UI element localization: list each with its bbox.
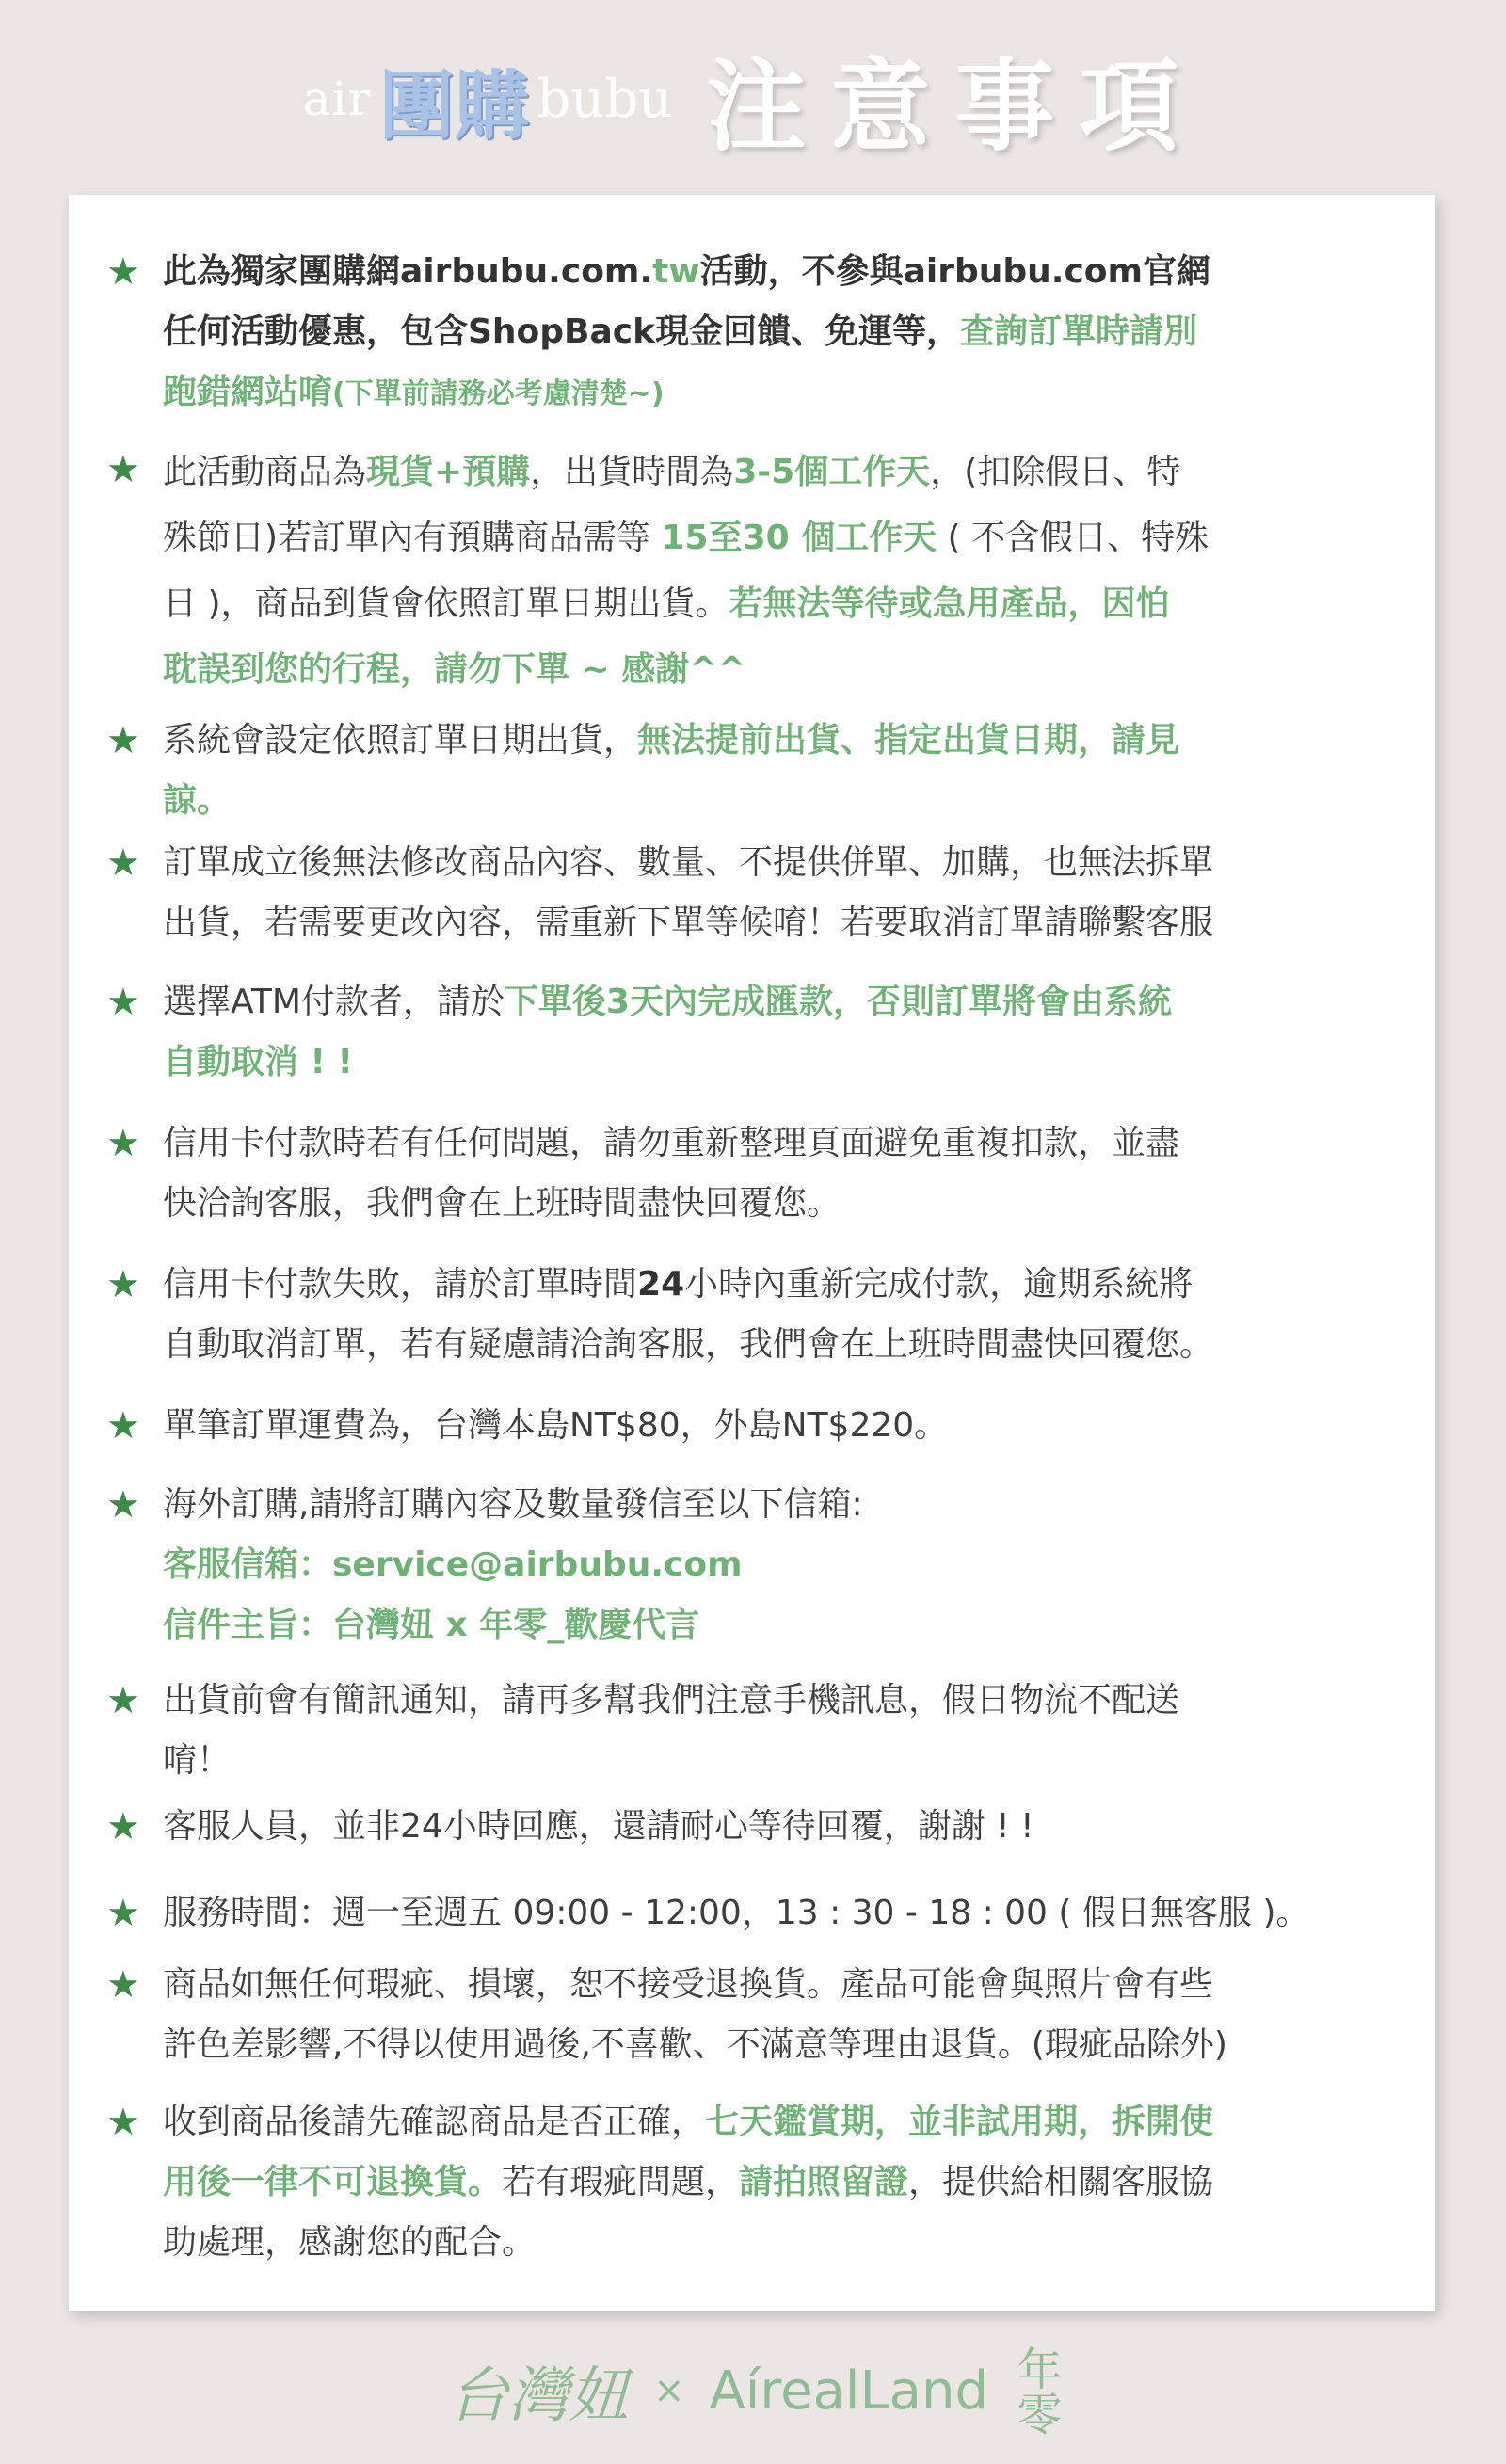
notice-line: 自動取消訂單，若有疑慮請洽詢客服，我們會在上班時間盡快回覆您。: [163, 1325, 1214, 1364]
star-icon: ★: [106, 1404, 140, 1448]
notice-line: 單筆訂單運費為，台灣本島NT$80，外島NT$220。: [163, 1406, 949, 1445]
notice-line: 此活動商品為現貨+預購，出貨時間為3-5個工作天，(扣除假日、特: [163, 453, 1181, 491]
notice-line: 許色差影響,不得以使用過後,不喜歡、不滿意等理由退貨。(瑕疵品除外): [163, 2025, 1227, 2064]
nian-ling-logo: 年零: [1009, 2345, 1063, 2436]
logo-air-text: air: [302, 72, 372, 126]
notice-line: 客服人員，並非24小時回應，還請耐心等待回覆，謝謝 ! !: [163, 1807, 1034, 1846]
star-icon: ★: [106, 719, 140, 762]
notice-line: 選擇ATM付款者，請於下單後3天內完成匯款，否則訂單將會由系統: [163, 983, 1172, 1021]
notice-line: 日 )，商品到貨會依照訂單日期出貨。若無法等待或急用產品，因怕: [163, 584, 1170, 623]
notice-line: 信用卡付款失敗，請於訂單時間24小時內重新完成付款，逾期系統將: [163, 1265, 1194, 1304]
notice-line: 此為獨家團購網airbubu.com.tw活動，不參與airbubu.com官網: [163, 252, 1211, 291]
star-icon: ★: [106, 1892, 140, 1935]
notice-line: 快洽詢客服，我們會在上班時間盡快回覆您。: [163, 1184, 841, 1223]
notice-line: 信用卡付款時若有任何問題，請勿重新整理頁面避免重複扣款，並盡: [163, 1124, 1180, 1162]
notice-line: 訂單成立後無法修改商品內容、數量、不提供併單、加購，也無法拆單: [163, 843, 1214, 882]
star-icon: ★: [106, 981, 140, 1024]
notice-line: 出貨，若需要更改內容，需重新下單等候唷！若要取消訂單請聯繫客服: [163, 904, 1214, 942]
star-icon: ★: [106, 1122, 140, 1165]
star-icon: ★: [106, 1679, 140, 1722]
star-icon: ★: [106, 1805, 140, 1848]
notice-line: 任何活動優惠，包含ShopBack現金回饋、免運等，查詢訂單時請別: [163, 312, 1198, 351]
star-icon: ★: [106, 1963, 140, 2007]
service-email: 客服信箱：service@airbubu.com: [163, 1545, 743, 1584]
notice-line: 收到商品後請先確認商品是否正確，七天鑑賞期，並非試用期，拆開使: [163, 2103, 1214, 2141]
notice-line: 耽誤到您的行程，請勿下單 ~ 感謝^^: [163, 650, 746, 689]
star-icon: ★: [106, 1263, 140, 1306]
logo-group-text: 團購: [378, 61, 530, 150]
notice-line: 系統會設定依照訂單日期出貨，無法提前出貨、指定出貨日期，請見: [163, 721, 1180, 760]
footer-brand-logos: [0, 2325, 1506, 2456]
star-icon: ★: [106, 841, 140, 885]
email-subject: 信件主旨：台灣妞 x 年零_歡慶代言: [163, 1606, 700, 1644]
areal-land-logo: AírealLand: [709, 2360, 989, 2422]
notice-line: 助處理，感謝您的配合。: [163, 2223, 537, 2262]
notice-line: 用後一律不可退換貨。若有瑕疵問題，請拍照留證，提供給相關客服協: [163, 2163, 1214, 2201]
notice-line: 殊節日)若訂單內有預購商品需等 15至30 個工作天 ( 不含假日、特殊: [163, 519, 1210, 557]
page-title: 注意事項: [706, 49, 1204, 165]
star-icon: ★: [106, 250, 140, 294]
notice-line: 諒。: [163, 781, 232, 820]
notice-card: [69, 195, 1435, 2311]
notice-line: 海外訂購,請將訂購內容及數量發信至以下信箱:: [163, 1485, 863, 1524]
notice-line: 商品如無任何瑕疵、損壞，恕不接受退換貨。產品可能會與照片會有些: [163, 1965, 1214, 2004]
notice-line: 出貨前會有簡訊通知，請再多幫我們注意手機訊息，假日物流不配送: [163, 1681, 1180, 1720]
airbubu-logo: [303, 45, 673, 153]
star-icon: ★: [106, 448, 140, 491]
header: [0, 28, 1506, 169]
notice-line: 服務時間：週一至週五 09:00 - 12:00，13 : 30 - 18 : 00 ( 假日無客服 )。: [163, 1894, 1310, 1932]
logo-bubu-text: bubu: [537, 68, 673, 130]
notice-line: 自動取消 ! !: [163, 1043, 353, 1081]
star-icon: ★: [106, 1483, 140, 1527]
collab-x: ×: [652, 2369, 685, 2412]
notice-line: 唷！: [163, 1741, 232, 1780]
taiwan-niu-logo: 台灣妞: [447, 2361, 629, 2431]
notice-line: 跑錯網站唷(下單前請務必考慮清楚~): [163, 373, 665, 411]
star-icon: ★: [106, 2101, 140, 2144]
